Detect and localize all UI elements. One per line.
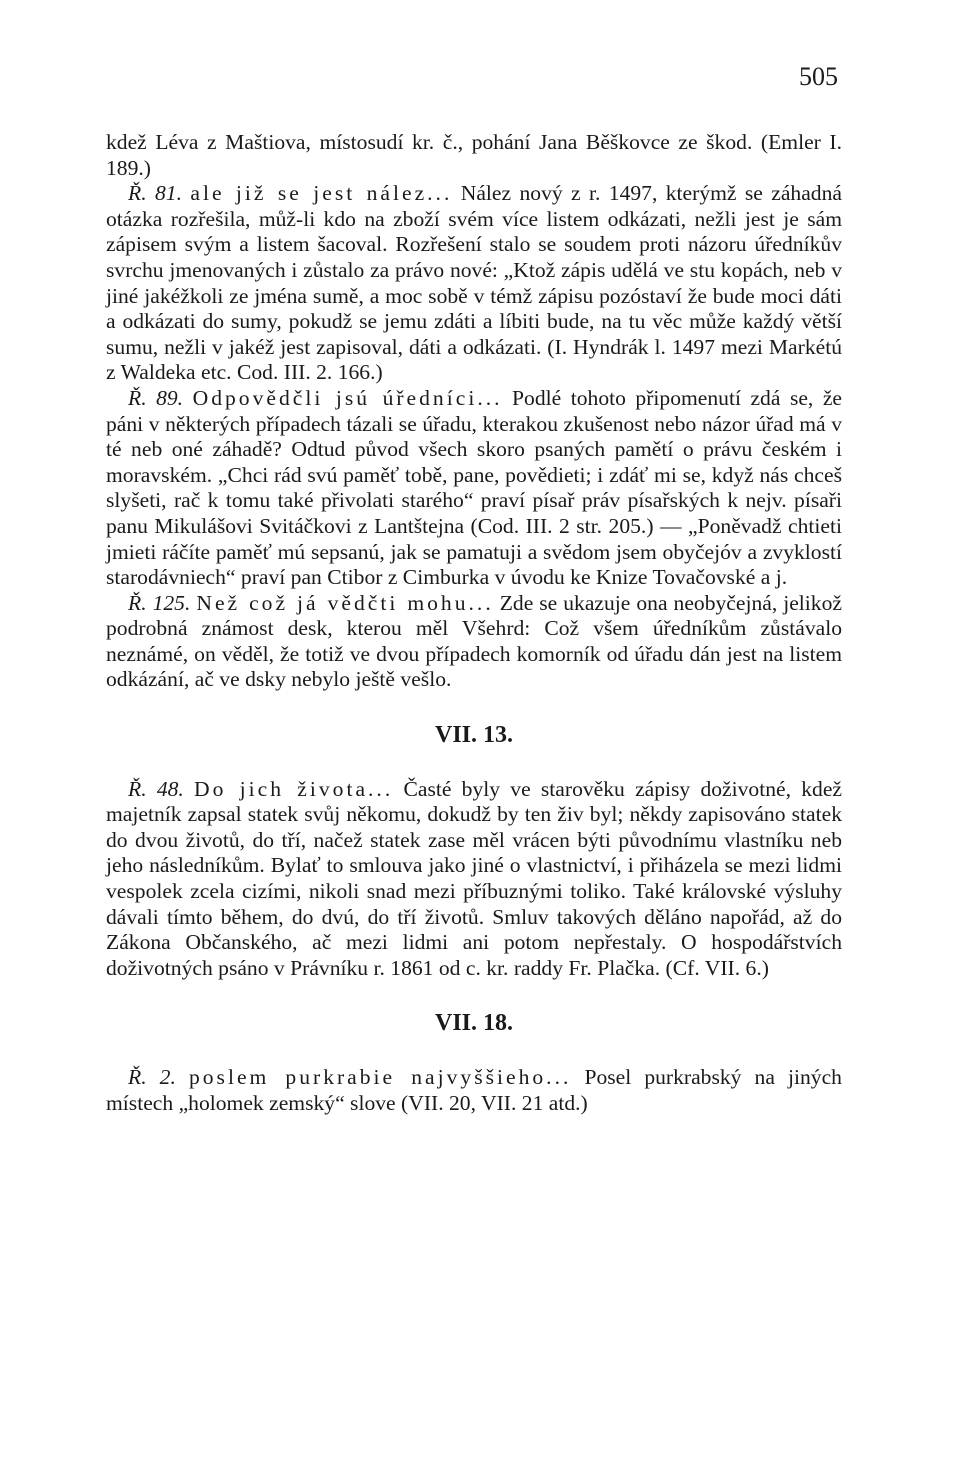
paragraph-3 [106,386,842,591]
paragraph-4-text: Zde se ukazuje ona neobyčejná, jelikož podrobná známost desk, kterou měl Všehrd: Což všem úředníkům zůstávalo neznámé, on věděl, že totiž ve dvou případech komorník od úřadu dán jest na listem odkázání, ač ve dsky nebylo ještě vešlo. [106,590,842,692]
paragraph-6-text: Posel purkrabský na jiných místech „holomek zemský“ slove (VII. 20, VII. 21 atd.) [106,1065,842,1115]
paragraph-5-text: Časté byly ve starověku zápisy doživotné, kdež majetník zapsal statek svůj někomu, dokudž by ten živ byl; někdy zapisováno statek do dvou životů, do tří, načež statek zase měl vrácen býti původnímu vlastníku neb jeho následníkům. Bylať to smlouva jako jiné o vlastnictví, i přiházela se mezi lidmi vespolek zcela cizími, nikoli snad mezi příbuznými toliko. Také královské výsluhy dávali tímto během, do dvú, do tří životů. Smluv takových děláno napořád, až do Zákona Občanského, ač mezi lidmi ani potom nepřestaly. O hospodářstvích doživotných psáno v Právníku r. 1861 od c. kr. raddy Fr. Plačka. (Cf. VII. 6.) [106,776,842,980]
paragraph-4-ref: Ř. 125. [128,590,191,615]
paragraph-1 [106,130,842,181]
paragraph-2-phrase: ale již se jest nález... [190,181,453,206]
paragraph-6-ref: Ř. 2. [128,1065,176,1089]
paragraph-1-text: kdež Léva z Maštiova, místosudí kr. č., pohání Jana Běškovce ze škod. (Emler I. 189.) [106,130,842,180]
paragraph-2 [106,181,842,386]
page-body [106,130,842,1116]
paragraph-3-text: Podlé tohoto připomenutí zdá se, že páni v některých případech tázali se úřadu, kterakou zkušenost nebo názor úřad má v té neb oné záhadě? Odtud původ všech skoro psaných pamětí o právu českém i moravském. „Chci rád svú paměť tobě, pane, povědieti; i zdáť mi se, když nás chceš slyšeti, rač k tomu také přivolati starého“ praví písař práv písařských k nejv. písaři panu Mikulášovi Svitáčkovi z Lantštejna (Cod. III. 2 str. 205.) — „Poněvadž chtieti jmieti ráčíte paměť mú sepsanú, jak se pamatuji a svědom jsem obyčejóv a zvyklostí starodávniech“ praví pan Ctibor z Cimburka v úvodu ke Knize Tovačovské a j. [106,385,843,590]
section-heading-vii-13: VII. 13. [434,722,513,749]
paragraph-2-text: Nález nový z r. 1497, kterýmž se záhadná otázka rozřešila, můž-li kdo na zboží svém více listem odkázati, nežli jest je sám zápisem svým a listem šacoval. Rozřešení stalo se soudem proti názoru úředníkův svrchu jmenovaných i zůstalo za právo nové: „Ktož zápis udělá ve stu kopách, neb v jiné jakéžkoli ze jména sumě, a moc sobě v témž zápisu pozóstaví že bude moci dáti a odkázati do sumy, pokudž se jemu zdáti a líbiti bude, na tu věc může každý větší sumu, nežli v jakéž jest zapisoval, dáti a odkázati. (I. Hyndrák l. 1497 mezi Markétú z Waldeka etc. Cod. III. 2. 166.) [106,181,842,385]
paragraph-4 [106,591,842,693]
paragraph-6 [106,1065,842,1116]
paragraph-5-phrase: Do jich života... [194,776,394,801]
paragraph-3-ref: Ř. 89. [128,385,184,410]
section-heading-vii-18: VII. 18. [434,1010,513,1037]
paragraph-6-phrase: poslem purkrabie najvyššieho... [188,1065,572,1089]
paragraph-5-ref: Ř. 48. [128,776,184,801]
paragraph-5 [106,777,842,982]
page-number: 505 [799,62,838,91]
paragraph-4-phrase: Než což já vědčti mohu... [196,590,494,615]
paragraph-2-ref: Ř. 81. [128,181,182,206]
paragraph-3-phrase: Odpovědčli jsú úředníci... [192,385,503,410]
